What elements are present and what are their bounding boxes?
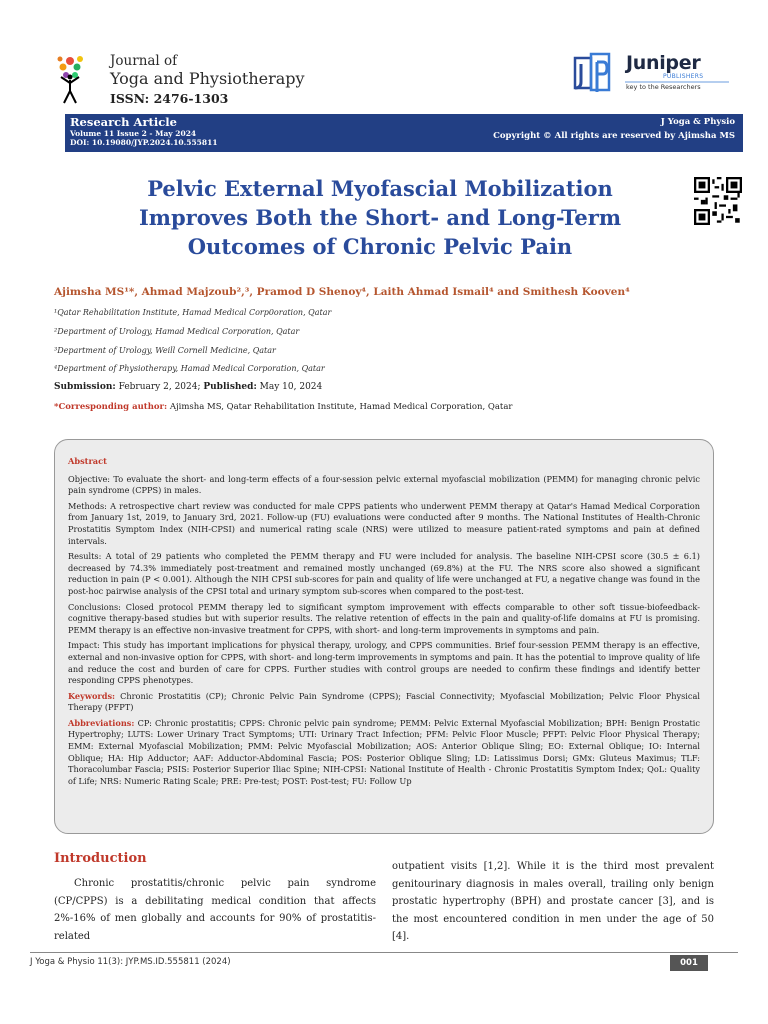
keywords-text: Chronic Prostatitis (CP); Chronic Pelvic Pain Syndrome (CPPS); Fascial Connectivity; Myofascial Mobilization; Pelvic Floor Physical Therapy (PFPT): [68, 690, 700, 713]
abstract-conclusions: Conclusions: Closed protocol PEMM therapy led to significant symptom improvement with effects comparable to other soft tissue-biofeedback-cognitive therapy-based studies but with superior results. The relative retention of effects in the pain and quality-of-life domains at FU is promising. PEMM therapy is an effective non-invasive treatment for CPPS, with short- and long-term improvements in symptoms and pain.: [68, 601, 700, 635]
submission-date: February 2, 2024;: [115, 382, 204, 392]
abstract-box: [54, 439, 714, 834]
submission-label: Submission:: [54, 382, 116, 392]
submission-dates: [54, 382, 322, 392]
publisher-name: Juniper: [626, 52, 701, 74]
corresponding-author: [54, 402, 512, 412]
publisher-subtitle: PUBLISHERS: [663, 73, 704, 80]
body-column-left: Chronic prostatitis/chronic pelvic pain syndrome (CP/CPPS) is a debilitating medical condition that affects 2%-16% of men globally and accounts for 90% of prostatitis-related: [54, 878, 376, 942]
article-type: Research Article: [70, 115, 177, 129]
author-list: Ajimsha MS¹*, Ahmad Majzoub²,³, Pramod D Shenoy⁴, Laith Ahmad Ismail⁴ and Smithesh Kooven⁴: [54, 286, 630, 298]
abstract-objective: Objective: To evaluate the short- and long-term effects of a four-session pelvic external myofascial mobilization (PEMM) for managing chronic pelvic pain syndrome (CPPS) in males.: [68, 473, 700, 496]
body-column-right: outpatient visits [1,2]. While it is the third most prevalent genitourinary diagnosis in males overall, trailing only benign prostatic hypertrophy (BPH) and prostate cancer [3], and is the most encountered condition in men under the age of 50 [4].: [392, 861, 714, 942]
abbreviations: [68, 718, 700, 788]
footer-divider: [30, 952, 738, 953]
abbreviations-label: Abbreviations:: [68, 717, 135, 728]
journal-issn: ISSN: 2476-1303: [110, 91, 229, 106]
yoga-figure-logo-icon: [50, 47, 110, 107]
publisher-tagline: key to the Researchers: [626, 83, 701, 91]
corresponding-text: Ajimsha MS, Qatar Rehabilitation Institute, Hamad Medical Corporation, Qatar: [167, 402, 513, 412]
affiliation-4: ⁴Department of Physiotherapy, Hamad Medical Corporation, Qatar: [54, 364, 325, 373]
keywords-label: Keywords:: [68, 690, 116, 701]
published-label: Published:: [203, 382, 257, 392]
keywords: [68, 691, 700, 714]
copyright-notice: Copyright © All rights are reserved by Ajimsha MS: [493, 131, 735, 141]
affiliation-3: ³Department of Urology, Weill Cornell Medicine, Qatar: [54, 346, 276, 355]
introduction-heading: Introduction: [54, 851, 147, 866]
abstract-impact: Impact: This study has important implications for physical therapy, urology, and CPPS communities. Brief four-session PEMM therapy is an effective, external and non-invasive option for CPPS, with short- and long-term improvements in symptoms and pain. It has the potential to improve quality of life and reduce the cost and burden of care for CPPS. Further studies with control groups are needed to confirm these findings and identify better responding CPPS phenotypes.: [68, 640, 700, 686]
qr-code-icon[interactable]: [694, 177, 742, 225]
journal-short-citation: J Yoga & Physio: [660, 117, 735, 127]
affiliation-2: ²Department of Urology, Hamad Medical Corporation, Qatar: [54, 327, 300, 336]
footer-citation: J Yoga & Physio 11(3): JYP.MS.ID.555811 (2024): [30, 957, 231, 967]
article-title: Pelvic External Myofascial Mobilization Improves Both the Short- and Long-Term Outcomes of Chronic Pelvic Pain: [138, 176, 622, 259]
abstract-results: Results: A total of 29 patients who completed the PEMM therapy and FU were included for analysis. The baseline NIH-CPSI score (30.5 ± 6.1) decreased by 74.3% immediately post-treatment and remained mostly unchanged (69.8%) at the FU. The NRS score also showed a significant reduction in pain (P < 0.001). Although the NIH CPSI sub-scores for pain and quality of life were unchanged at FU, a negative change was found in the post-hoc pairwise analysis of the CPSI total and urinary symptom sub-scores when compared to the post-test.: [68, 551, 700, 596]
journal-header: [0, 0, 768, 115]
abstract-content: [68, 456, 700, 791]
article-info-band: [65, 114, 743, 152]
affiliation-1: ¹Qatar Rehabilitation Institute, Hamad Medical Corp0oration, Qatar: [54, 308, 332, 317]
volume-issue: Volume 11 Issue 2 - May 2024: [70, 129, 197, 138]
published-date: May 10, 2024: [256, 382, 323, 392]
corresponding-label: *Corresponding author:: [54, 402, 168, 412]
journal-name-line2: Yoga and Physiotherapy: [110, 69, 305, 88]
abstract-methods: Methods: A retrospective chart review was conducted for male CPPS patients who underwent PEMM therapy at Qatar's Hamad Medical Corporation from January 1st, 2019, to January 3rd, 2021. Follow-up (FU) evaluations were conducted after 9 months. The National Institutes of Health-Chronic Prostatitis Symptom Index (NIH-CPSI) and numerical rating scale (NRS) were utilized to measure patient-rated symptoms and pain at defined intervals.: [68, 500, 700, 546]
abstract-heading: Abstract: [68, 456, 107, 466]
abbreviations-text: CP: Chronic prostatitis; CPPS: Chronic pelvic pain syndrome; PEMM: Pelvic External Myofascial Mobilization; BPH: Benign Prostatic Hypertrophy; LUTS: Lower Urinary Tract Symptoms; UTI: Urinary Tract Infection; PFM: Pelvic Floor Muscle; PFPT: Pelvic Floor Physical Therapy; EMM: External Myofascial Mobilization; PMM: Pelvic Myofascial Mobilization; AOS: Anterior Oblique Sling; EO: External Oblique; IO: Internal Oblique; HA: Hip Adductor; AAF: Adductor-Abdominal Fascia; POS: Posterior Oblique Sling; LD: Latissimus Dorsi; GMx: Gluteus Maximus; TLF: Thoracolumbar Fascia; PSIS: Posterior Superior Iliac Spine; NIH-CPSI: National Institute of Health - Chronic Prostatitis Symptom Index; QoL: Quality of Life; NRS: Numeric Rating Scale; PRE: Pre-test; POST: Post-test; FU: Follow Up: [68, 717, 700, 786]
journal-name-line1: Journal of: [110, 53, 178, 69]
doi-link[interactable]: DOI: 10.19080/JYP.2024.10.555811: [70, 138, 218, 147]
journal-name: [110, 53, 305, 88]
page-number: 001: [670, 955, 708, 971]
